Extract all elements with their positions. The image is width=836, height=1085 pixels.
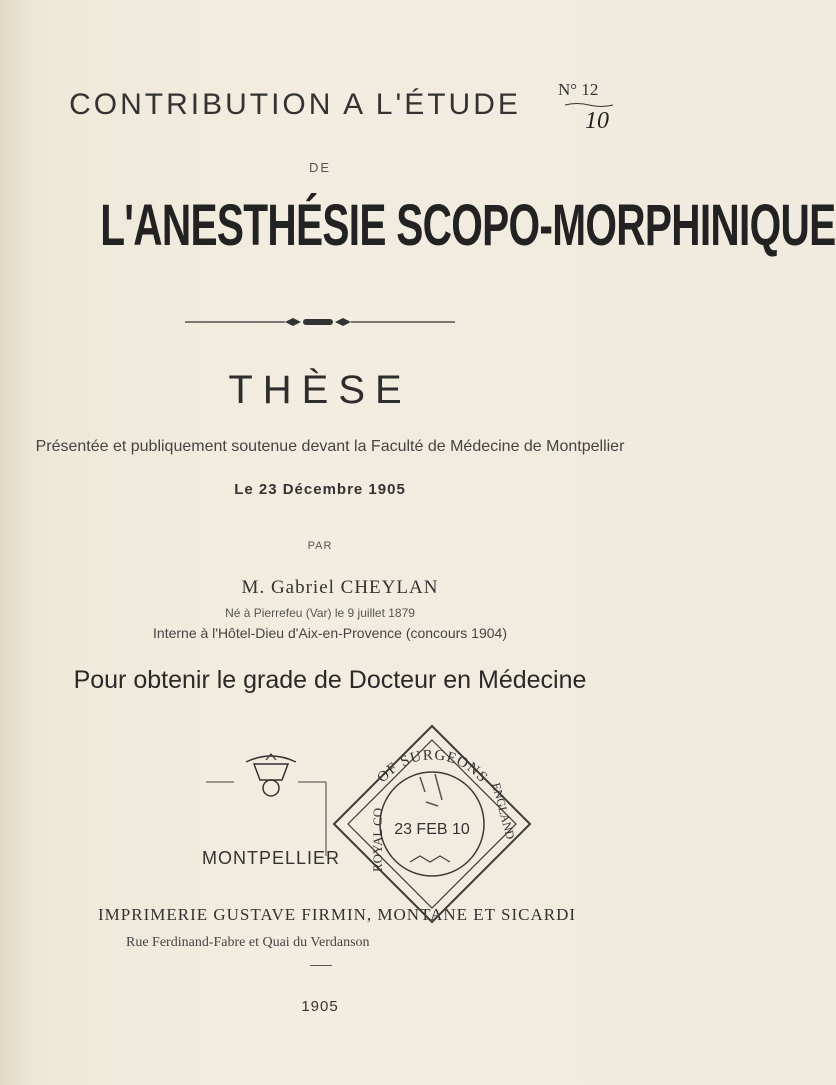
printer-name: IMPRIMERIE GUSTAVE FIRMIN, MONTANE ET SICARDI: [98, 905, 577, 924]
stamp-date: 23 FEB 10: [394, 821, 470, 838]
author-name: M. Gabriel CHEYLAN: [241, 577, 439, 598]
par-label: PAR: [307, 540, 333, 552]
ornament-divider: [185, 316, 455, 328]
author-position: Interne à l'Hôtel-Dieu d'Aix-en-Provence (concours 1904): [153, 625, 507, 641]
author-birth: Né à Pierrefeu (Var) le 9 juillet 1879: [225, 606, 415, 620]
title-line-1: CONTRIBUTION A L'ÉTUDE: [69, 88, 521, 121]
stamp-right-text: ENGLAND: [489, 781, 518, 841]
stamp-left-text: ROYAL CO: [370, 807, 385, 872]
printer-address: Rue Ferdinand-Fabre et Quai du Verdanson: [126, 935, 370, 950]
defense-date: Le 23 Décembre 1905: [234, 481, 406, 498]
printer-emblem-icon: [236, 750, 306, 800]
main-title: L'ANESTHÉSIE SCOPO-MORPHINIQUE: [100, 193, 836, 258]
separator-dash: [310, 965, 332, 966]
degree-line: Pour obtenir le grade de Docteur en Médecine: [73, 666, 587, 694]
shelf-mark: 10: [585, 108, 609, 134]
stamp-top-text: OF SURGEONS: [374, 747, 491, 787]
thesis-heading: THÈSE: [228, 368, 412, 412]
publication-year: 1905: [301, 998, 339, 1015]
catalog-number: N° 12: [558, 80, 599, 99]
presented-line: Présentée et publiquement soutenue devant la Faculté de Médecine de Montpellier: [35, 438, 625, 455]
printer-city: MONTPELLIER: [202, 848, 341, 868]
title-de: DE: [308, 160, 332, 175]
library-stamp: [330, 722, 535, 927]
